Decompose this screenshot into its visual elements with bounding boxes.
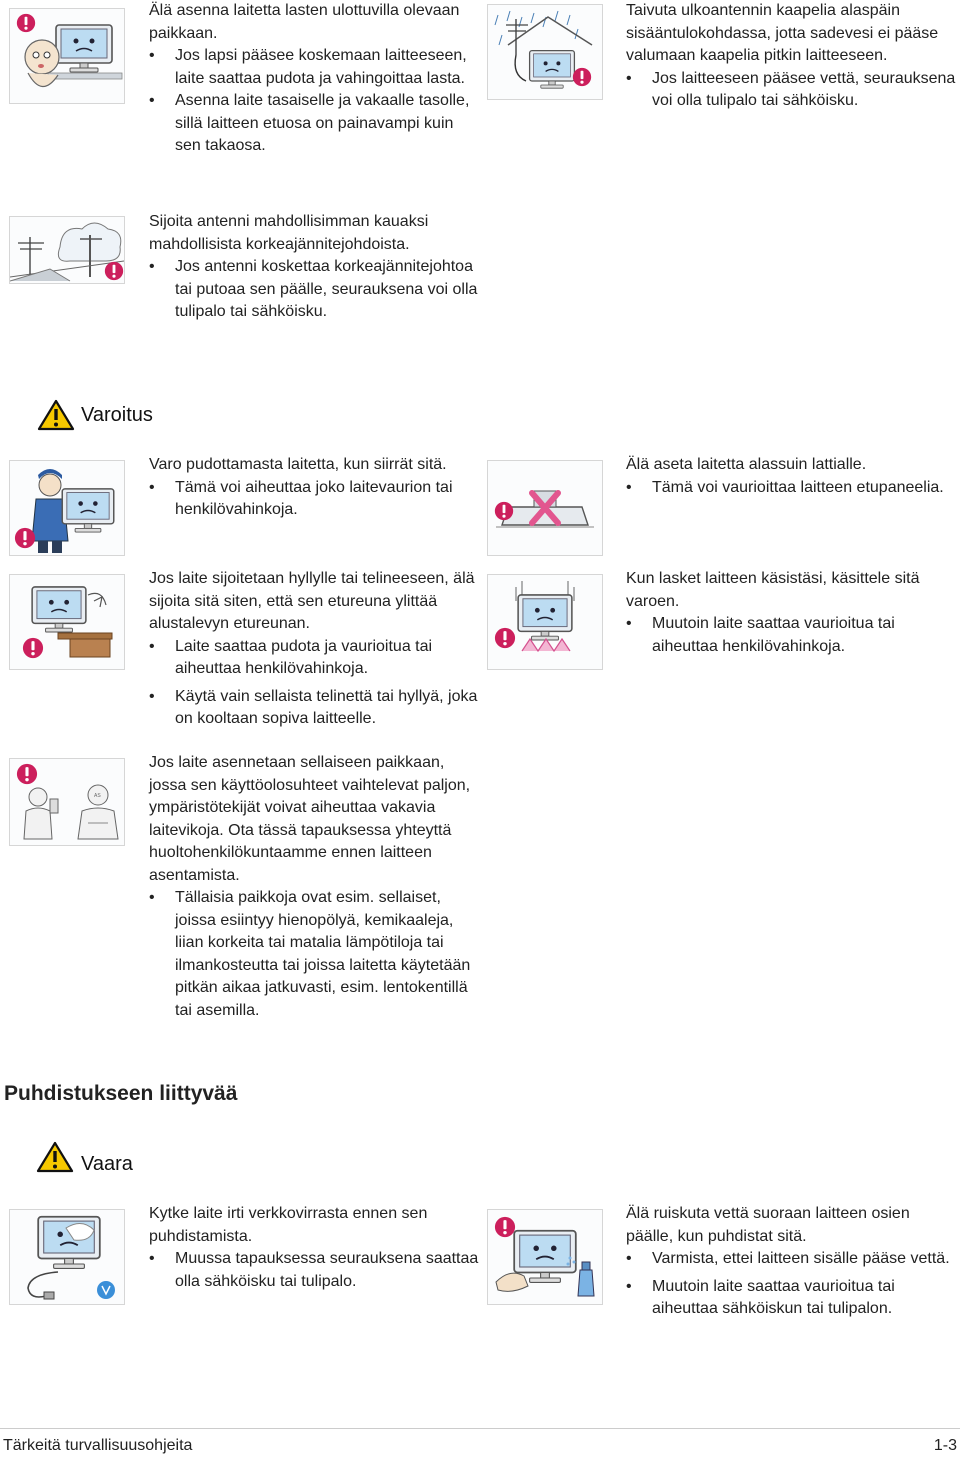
bullet: • Jos antenni koskettaa korkeajännitejohtoa tai putoaa sen päälle, seurauksena voi olla tulipalo tai sähköisku. — [149, 256, 479, 324]
block-heading: Älä asenna laitetta lasten ulottuvilla olevaan paikkaan. — [149, 2, 460, 42]
bullet: • Muutoin laite saattaa vaurioitua tai aiheuttaa henkilövahinkoja. — [626, 613, 956, 658]
illustration-no-spray — [487, 1209, 603, 1305]
block-no-spray — [626, 1203, 956, 1321]
svg-text:AS: AS — [94, 793, 101, 799]
block-antenna-distance — [149, 211, 479, 324]
footer-title: Tärkeitä turvallisuusohjeita — [3, 1437, 193, 1454]
block-child-reach — [149, 0, 479, 158]
bullet: • Käytä vain sellaista telinettä tai hyllyä, joka on kooltaan sopiva laitteelle. — [149, 686, 479, 731]
bullet: • Tällaisia paikkoja ovat esim. sellaiset, joissa esiintyy hienopölyä, kemikaaleja, liian korkeita tai matalia lämpötiloja tai ilmankosteutta tai joissa laitetta käytetään pitkän aikaa jatkuvasti, esim. lentokentillä tai asemilla. — [149, 887, 479, 1022]
block-antenna-cable — [626, 0, 956, 113]
bullet: • Laite saattaa pudota ja vaurioitua tai aiheuttaa henkilövahinkoja. — [149, 636, 479, 681]
block-heading: Varo pudottamasta laitetta, kun siirrät sitä. — [149, 456, 447, 473]
bullet: • Varmista, ettei laitteen sisälle pääse vettä. — [626, 1248, 956, 1271]
bullet: • Tämä voi vaurioittaa laitteen etupaneelia. — [626, 477, 956, 500]
illustration-unplug — [9, 1209, 125, 1305]
block-heading: Jos laite sijoitetaan hyllylle tai telineeseen, älä sijoita sitä siten, että sen etureuna ylittää alustalevyn etureunan. — [149, 570, 475, 632]
illustration-set-down — [487, 574, 603, 670]
illustration-child-monitor — [9, 8, 125, 104]
illustration-antenna-rain — [487, 4, 603, 100]
danger-triangle-icon — [36, 1141, 74, 1173]
footer-divider — [0, 1428, 960, 1429]
block-heading: Kytke laite irti verkkovirrasta ennen sen puhdistamista. — [149, 1205, 428, 1245]
section-title: Puhdistukseen liittyvää — [4, 1082, 238, 1105]
block-facedown — [626, 454, 956, 499]
block-setdown — [626, 568, 956, 658]
bullet: • Jos laitteeseen pääsee vettä, seurauksena voi olla tulipalo tai sähköisku. — [626, 68, 956, 113]
block-shelf — [149, 568, 479, 731]
block-heading: Jos laite asennetaan sellaiseen paikkaan, jossa sen käyttöolosuhteet vaihtelevat paljon, ympäristötekijät voivat aiheuttaa vakavia laitevikoja. Ota tässä tapauksessa yhteyttä huoltohenkilökuntaamme ennen laitteen asentamista. — [149, 754, 471, 884]
block-environment — [149, 752, 479, 1022]
block-heading: Kun lasket laitteen käsistäsi, käsittele sitä varoen. — [626, 570, 920, 610]
bullet: • Asenna laite tasaiselle ja vakaalle tasolle, sillä laitteen etuosa on painavampi kuin sen takaosa. — [149, 90, 479, 158]
page-number: 1-3 — [933, 1437, 957, 1454]
illustration-technicians — [9, 758, 125, 846]
illustration-shelf-edge — [9, 574, 125, 670]
block-heading: Sijoita antenni mahdollisimman kauaksi mahdollisista korkeajännitejohdoista. — [149, 213, 429, 253]
block-heading: Älä aseta laitetta alassuin lattialle. — [626, 456, 867, 473]
bullet: • Muussa tapauksessa seurauksena saattaa olla sähköisku tai tulipalo. — [149, 1248, 479, 1293]
warning-triangle-icon — [37, 399, 75, 431]
illustration-monitor-facedown — [487, 460, 603, 556]
illustration-antenna-powerline — [9, 216, 125, 284]
illustration-carrying-monitor — [9, 460, 125, 556]
block-drop-warning — [149, 454, 479, 522]
danger-heading: Vaara — [81, 1153, 133, 1175]
bullet: • Jos lapsi pääsee koskemaan laitteeseen, laite saattaa pudota ja vahingoittaa lasta. — [149, 45, 479, 90]
bullet: • Tämä voi aiheuttaa joko laitevaurion tai henkilövahinkoja. — [149, 477, 479, 522]
block-heading: Taivuta ulkoantennin kaapelia alaspäin sisääntulokohdassa, jotta sadevesi ei pääse valumaan kaapelia pitkin laitteeseen. — [626, 2, 939, 64]
block-heading: Älä ruiskuta vettä suoraan laitteen osien päälle, kun puhdistat sitä. — [626, 1205, 910, 1245]
warning-heading: Varoitus — [81, 404, 153, 426]
block-unplug — [149, 1203, 479, 1293]
bullet: • Muutoin laite saattaa vaurioitua tai aiheuttaa sähköiskun tai tulipalon. — [626, 1276, 956, 1321]
